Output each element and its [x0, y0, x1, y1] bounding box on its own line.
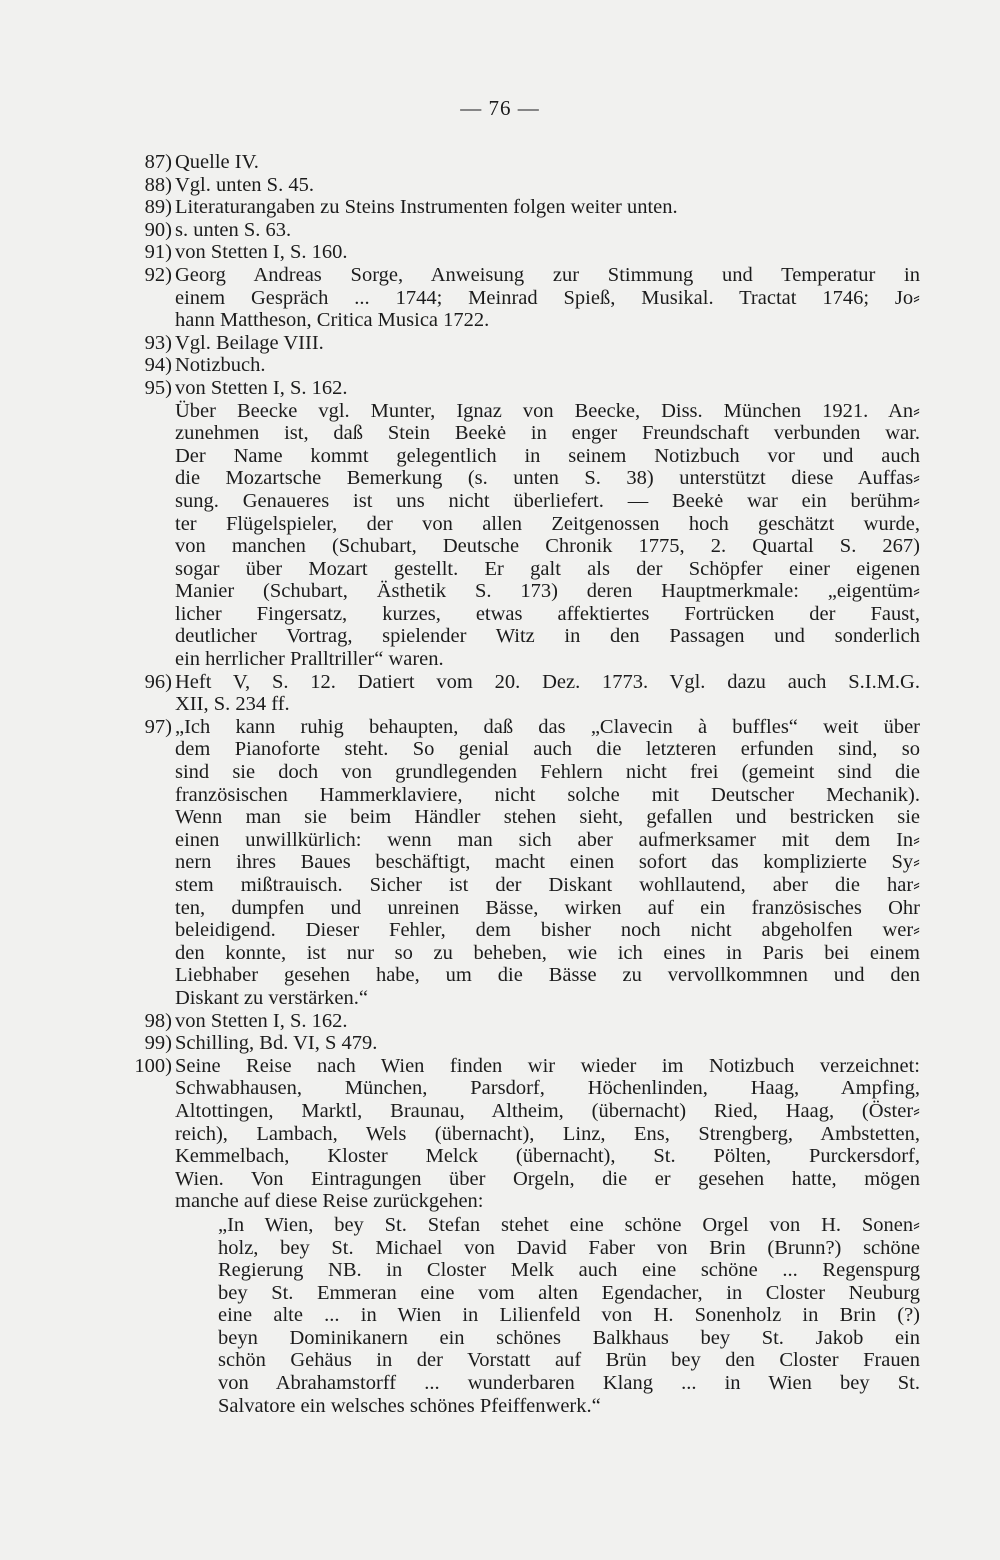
footnote-line: Vgl. unten S. 45.	[175, 173, 314, 196]
footnote-line: sung. Genaueres ist uns nicht überliefert. — Beekė war ein berühm⸗	[175, 489, 920, 512]
footnote-text	[173, 264, 920, 332]
footnote-line: s. unten S. 63.	[175, 218, 292, 241]
footnote-line: Kemmelbach, Kloster Melck (übernacht), St. Pölten, Purckersdorf,	[175, 1145, 920, 1168]
footnote-line: französischen Hammerklaviere, nicht solche mit Deutscher Mechanik).	[175, 783, 920, 806]
footnote	[100, 241, 920, 264]
footnote-text	[173, 354, 920, 377]
quote-line: schön Gehäus in der Vorstatt auf Brün bey den Closter Frauen	[218, 1349, 920, 1372]
footnote	[100, 716, 920, 1010]
footnote-line: Altottingen, Marktl, Braunau, Altheim, (übernacht) Ried, Haag, (Öster⸗	[175, 1099, 920, 1122]
footnote-line: Der Name kommt gelegentlich in seinem Notizbuch vor und auch	[175, 444, 920, 467]
footnote-text	[173, 716, 920, 1010]
footnote-line: stem mißtrauisch. Sicher ist der Diskant wohllautend, aber die har⸗	[175, 874, 920, 896]
footnote-line: Wien. Von Eintragungen über Orgeln, die er gesehen hatte, mögen	[175, 1167, 920, 1190]
footnote	[100, 1032, 920, 1055]
footnote-number: 98)	[144, 1009, 172, 1032]
footnote	[100, 219, 920, 242]
footnote-line: sind sie doch von grundlegenden Fehlern nicht frei (gemeint sind die	[175, 761, 920, 784]
quoted-passage	[175, 1214, 920, 1417]
footnote-line: ten, dumpfen und unreinen Bässe, wirken auf ein französisches Ohr	[175, 896, 920, 919]
quote-line: beyn Dominikanern ein schönes Balkhaus bey St. Jakob ein	[218, 1326, 920, 1349]
footnote-number: 97)	[144, 715, 172, 738]
footnote-line: Literaturangaben zu Steins Instrumenten folgen weiter unten.	[175, 196, 678, 219]
footnote-number: 87)	[144, 151, 172, 173]
footnote-number: 99)	[144, 1032, 172, 1055]
footnote-line: dem Pianoforte steht. So genial auch die letzteren erfunden sind, so	[175, 738, 920, 761]
footnote-line: die Mozartsche Bemerkung (s. unten S. 38) unterstützt diese Auffas⸗	[175, 467, 920, 490]
footnote	[100, 174, 920, 197]
footnote	[100, 671, 920, 716]
footnote-line: beleidigend. Dieser Fehler, dem bisher noch nicht abgeholfen wer⸗	[175, 919, 920, 942]
footnote-text	[173, 377, 920, 671]
quote-line: holz, bey St. Michael von David Faber von Brin (Brunn?) schöne	[218, 1236, 920, 1259]
footnote-line: manche auf diese Reise zurückgehen:	[175, 1190, 484, 1213]
footnote-number: 95)	[144, 376, 172, 399]
footnote-text	[173, 174, 920, 197]
footnote-text	[173, 241, 920, 264]
footnote-line: ter Flügelspieler, der von allen Zeitgenossen hoch geschätzt wurde,	[175, 512, 920, 535]
footnote-line: licher Fingersatz, kurzes, etwas affektiertes Fortrücken der Faust,	[175, 602, 920, 625]
footnote-line: hann Mattheson, Critica Musica 1722.	[175, 309, 490, 332]
footnote-line: Manier (Schubart, Ästhetik S. 173) deren Hauptmerkmale: „eigentüm⸗	[175, 580, 920, 603]
quote-line: bey St. Emmeran eine vom alten Egendacher, in Closter Neuburg	[218, 1281, 920, 1304]
footnote	[100, 1055, 920, 1418]
footnote-number: 93)	[144, 331, 172, 354]
quote-line: Salvatore ein welsches schönes Pfeiffenwerk.“	[218, 1394, 601, 1417]
footnote-line: sogar über Mozart gestellt. Er galt als der Schöpfer einer eigenen	[175, 557, 920, 580]
footnote	[100, 354, 920, 377]
footnote-line: Schilling, Bd. VI, S 479.	[175, 1032, 378, 1055]
footnote-line: Über Beecke vgl. Munter, Ignaz von Beecke, Diss. München 1921. An⸗	[175, 399, 920, 422]
footnote-line: Notizbuch.	[175, 354, 266, 377]
quote-line: Regierung NB. in Closter Melk auch eine schöne ... Regenspurg	[218, 1259, 920, 1282]
footnote-number: 91)	[144, 241, 172, 264]
footnote-line: ein herrlicher Pralltriller“ waren.	[175, 648, 444, 671]
footnote-line: den konnte, ist nur so zu beheben, wie ich eines in Paris bei einem	[175, 941, 920, 964]
footnote	[100, 196, 920, 219]
footnote-number: 92)	[144, 263, 172, 286]
footnote-line: von manchen (Schubart, Deutsche Chronik 1775, 2. Quartal S. 267)	[175, 535, 920, 558]
footnote	[100, 377, 920, 671]
quote-line: von Abrahamstorff ... wunderbaren Klang ... in Wien bey St.	[218, 1372, 920, 1395]
footnote-number: 100)	[134, 1054, 172, 1077]
footnote-line: reich), Lambach, Wels (übernacht), Linz, Ens, Strengberg, Ambstetten,	[175, 1122, 920, 1145]
footnote-text	[173, 1032, 920, 1055]
footnote-number: 94)	[144, 354, 172, 377]
footnote-text	[173, 1055, 920, 1418]
footnote-line: Schwabhausen, München, Parsdorf, Höchenlinden, Haag, Ampfing,	[175, 1077, 920, 1100]
footnote-line: Seine Reise nach Wien finden wir wieder im Notizbuch verzeichnet:	[175, 1054, 920, 1077]
footnote-line: „Ich kann ruhig behaupten, daß das „Clavecin à buffles“ weit über	[175, 715, 920, 738]
footnote-number: 89)	[144, 196, 172, 219]
footnote-line: Diskant zu verstärken.“	[175, 986, 368, 1009]
footnote-line: einen unwillkürlich: wenn man sich aber aufmerksamer mit dem In⸗	[175, 828, 920, 851]
footnote-text	[173, 219, 920, 242]
quote-line: eine alte ... in Wien in Lilienfeld von H. Sonenholz in Brin (?)	[218, 1304, 920, 1327]
footnote-text	[173, 151, 920, 174]
footnote-line: Liebhaber gesehen habe, um die Bässe zu vervollkommnen und den	[175, 964, 920, 987]
footnote-line: deutlicher Vortrag, spielender Witz in den Passagen und sonderlich	[175, 625, 920, 648]
footnote-line: nern ihres Baues beschäftigt, macht einen sofort das komplizierte Sy⸗	[175, 851, 920, 874]
footnote	[100, 1010, 920, 1033]
page-number: — 76 —	[460, 96, 540, 120]
footnote-line: zunehmen ist, daß Stein Beekė in enger Freundschaft verbunden war.	[175, 422, 920, 445]
footnote-line: Quelle IV.	[175, 151, 259, 173]
footnotes-list	[100, 151, 920, 1417]
footnote-number: 88)	[144, 173, 172, 196]
footnote-line: von Stetten I, S. 162.	[175, 376, 348, 399]
footnote-line: von Stetten I, S. 162.	[175, 1009, 348, 1032]
footnote-line: einem Gespräch ... 1744; Meinrad Spieß, Musikal. Tractat 1746; Jo⸗	[175, 286, 920, 309]
quote-line: „In Wien, bey St. Stefan stehet eine schöne Orgel von H. Sonen⸗	[218, 1213, 920, 1236]
footnote-line: Georg Andreas Sorge, Anweisung zur Stimmung und Temperatur in	[175, 263, 920, 286]
footnote-line: XII, S. 234 ff.	[175, 693, 290, 716]
footnote-number: 90)	[144, 218, 172, 241]
footnote-line: Heft V, S. 12. Datiert vom 20. Dez. 1773. Vgl. dazu auch S.I.M.G.	[175, 670, 920, 693]
footnote-text	[173, 671, 920, 716]
footnote-text	[173, 1010, 920, 1033]
footnote-number: 96)	[144, 670, 172, 693]
footnote	[100, 151, 920, 174]
footnote-line: Wenn man sie beim Händler stehen sieht, gefallen und bestricken sie	[175, 806, 920, 829]
footnote-line: von Stetten I, S. 160.	[175, 241, 348, 264]
footnote-line: Vgl. Beilage VIII.	[175, 331, 324, 354]
footnote	[100, 264, 920, 332]
footnote	[100, 332, 920, 355]
footnote-text	[173, 196, 920, 219]
footnote-text	[173, 332, 920, 355]
